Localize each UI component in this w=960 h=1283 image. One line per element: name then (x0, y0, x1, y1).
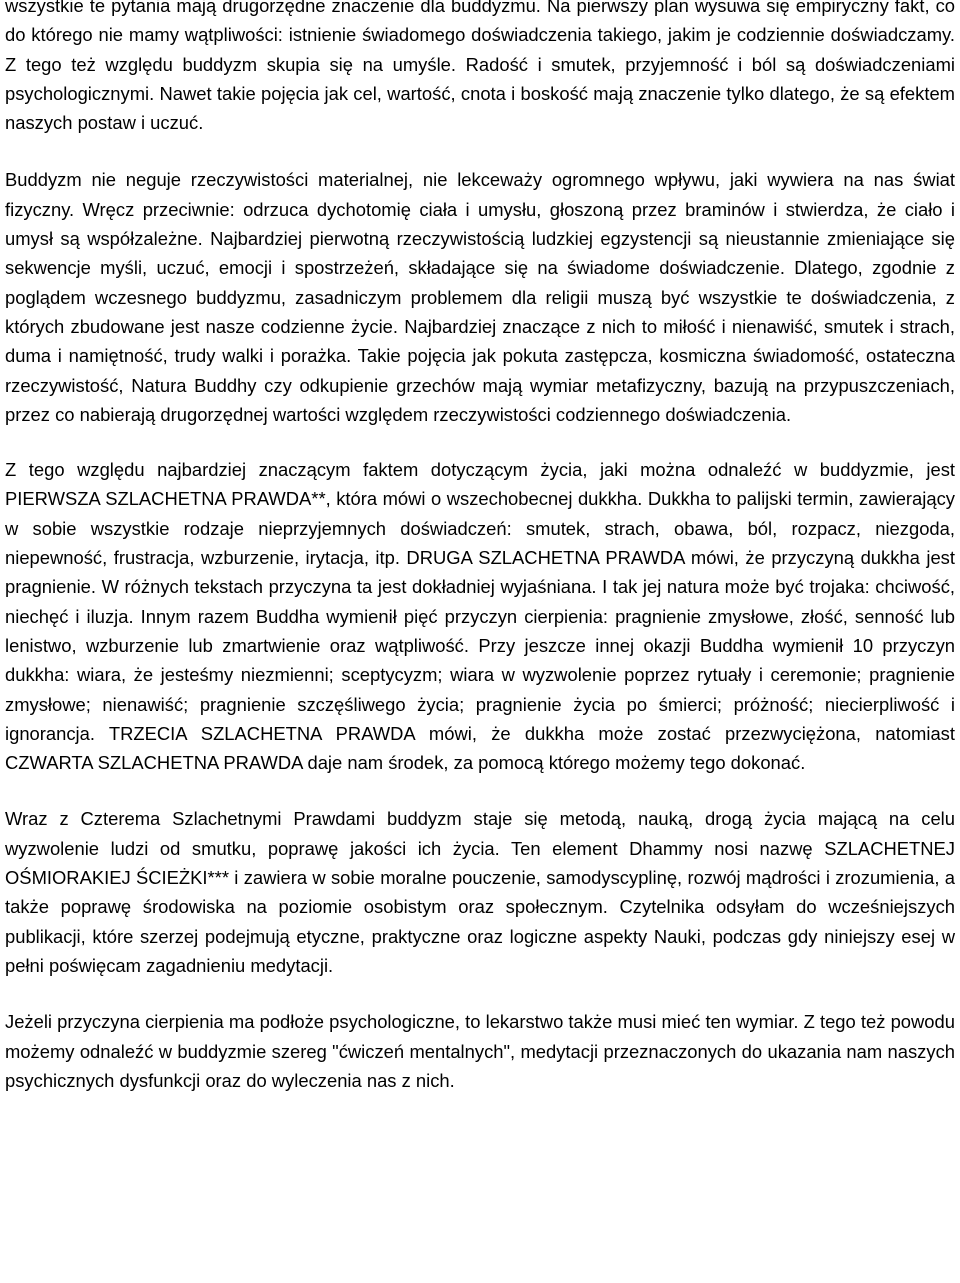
paragraph-3: Z tego względu najbardziej znaczącym faktem dotyczącym życia, jaki można odnaleźć w buddyzmie, jest PIERWSZA SZLACHETNA PRAWDA**, która mówi o wszechobecnej dukkha. Dukkha to palijski termin, zawierający w sobie wszystkie rodzaje nieprzyjemnych doświadczeń: smutek, strach, obawa, ból, rozpacz, niezgoda, niepewność, frustracja, wzburzenie, irytacja, itp. DRUGA SZLACHETNA PRAWDA mówi, że przyczyną dukkha jest pragnienie. W różnych tekstach przyczyna ta jest dokładniej wyjaśniana. I tak jej natura może być trojaka: chciwość, niechęć i iluzja. Innym razem Buddha wymienił pięć przyczyn cierpienia: pragnienie zmysłowe, złość, senność lub lenistwo, wzburzenie lub zmartwienie oraz wątpliwość. Przy jeszcze innej okazji Buddha wymienił 10 przyczyn dukkha: wiara, że jesteśmy niezmienni; sceptycyzm; wiara w wyzwolenie poprzez rytuały i ceremonie; pragnienie zmysłowe; nienawiść; pragnienie szczęśliwego życia; pragnienie życia po śmierci; próżność; niecierpliwość i ignorancja. TRZECIA SZLACHETNA PRAWDA mówi, że dukkha może zostać przezwyciężona, natomiast CZWARTA SZLACHETNA PRAWDA daje nam środek, za pomocą którego możemy tego dokonać. (5, 459, 955, 774)
paragraph-5: Jeżeli przyczyna cierpienia ma podłoże psychologiczne, to lekarstwo także musi mieć ten wymiar. Z tego też powodu możemy odnaleźć w buddyzmie szereg "ćwiczeń mentalnych", medytacji przeznaczonych do ukazania nam naszych psychicznych dysfunkcji oraz do wyleczenia nas z nich. (5, 1011, 955, 1091)
paragraph-1: wszystkie te pytania mają drugorzędne znaczenie dla buddyzmu. Na pierwszy plan wysuwa się empiryczny fakt, co do którego nie mamy wątpliwości: istnienie świadomego doświadczenia takiego, jakim je codziennie doświadczamy. Z tego też względu buddyzm skupia się na umyśle. Radość i smutek, przyjemność i ból są doświadczeniami psychologicznymi. Nawet takie pojęcia jak cel, wartość, cnota i boskość mają znaczenie tylko dlatego, że są efektem naszych postaw i uczuć. (5, 0, 955, 134)
paragraph-2: Buddyzm nie neguje rzeczywistości materialnej, nie lekceważy ogromnego wpływu, jaki wywiera na nas świat fizyczny. Wręcz przeciwnie: odrzuca dychotomię ciała i umysłu, głoszoną przez braminów i stwierdza, że ciało i umysł są współzależne. Najbardziej pierwotną rzeczywistością ludzkiej egzystencji są nieustannie zmieniające się sekwencje myśli, uczuć, emocji i spostrzeżeń, składające się na świadome doświadczenie. Dlatego, zgodnie z poglądem wczesnego buddyzmu, zasadniczym problemem dla religii muszą być wszystkie te doświadczenia, z których zbudowane jest nasze codzienne życie. Najbardziej znaczące z nich to miłość i nienawiść, smutek i strach, duma i namiętność, trudy walki i porażka. Takie pojęcia jak pokuta zastępcza, kosmiczna świadomość, ostateczna rzeczywistość, Natura Buddhy czy odkupienie grzechów mają wymiar metafizyczny, bazują na przypuszczeniach, przez co nabierają drugorzędnej wartości względem rzeczywistości codziennego doświadczenia. (5, 169, 955, 425)
paragraph-4: Wraz z Czterema Szlachetnymi Prawdami buddyzm staje się metodą, nauką, drogą życia mającą na celu wyzwolenie ludzi od smutku, poprawę jakości ich życia. Ten element Dhammy nosi nazwę SZLACHETNEJ OŚMIORAKIEJ ŚCIEŻKI*** i zawiera w sobie moralne pouczenie, samodyscyplinę, rozwój mądrości i zrozumienia, a także poprawę środowiska na poziomie osobistym oraz społecznym. Czytelnika odsyłam do wcześniejszych publikacji, które szerzej podejmują etyczne, praktyczne oraz logiczne aspekty Nauki, podczas gdy niniejszy esej w pełni poświęcam zagadnieniu medytacji. (5, 808, 955, 976)
